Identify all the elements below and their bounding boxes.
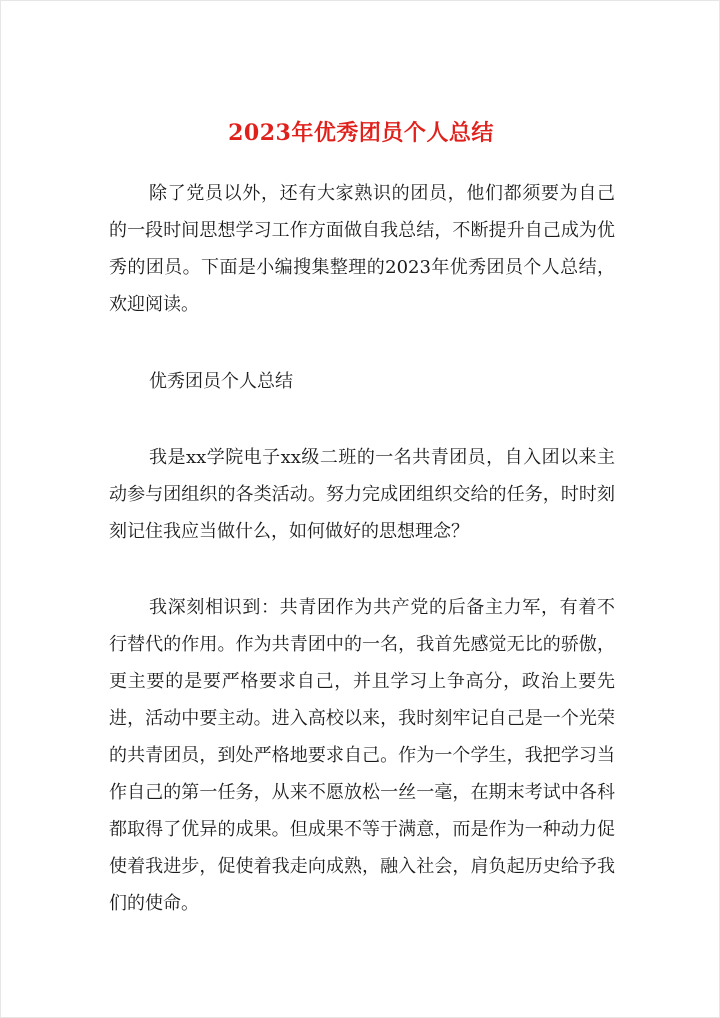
- document-title: 2023年优秀团员个人总结: [228, 120, 494, 146]
- section-heading: 优秀团员个人总结: [149, 371, 293, 392]
- body-paragraph: 我深刻相识到：共青团作为共产党的后备主力军，有着不行替代的作用。作为共青团中的一名，我首先感觉无比的骄傲，更主要的是要严格要求自己，并且学习上争高分，政治上要先进，活动中要主动。进入高校以来，我时刻牢记自己是一个光荣的共青团员，到处严格地要求自己。作为一个学生，我把学习当作自己的第一任务，从来不愿放松一丝一毫，在期末考试中各科都取得了优异的成果。但成果不等于满意，而是作为一种动力促使着我进步，促使着我走向成熟，融入社会，肩负起历史给予我们的使命。: [109, 597, 615, 914]
- intro-paragraph: 除了党员以外，还有大家熟识的团员，他们都须要为自己的一段时间思想学习工作方面做自我总结，不断提升自己成为优秀的团员。下面是小编搜集整理的2023年优秀团员个人总结，欢迎阅读。: [109, 183, 615, 315]
- body-paragraph: 我是xx学院电子xx级二班的一名共青团员，自入团以来主动参与团组织的各类活动。努力完成团组织交给的任务，时时刻刻记住我应当做什么，如何做好的思想理念？: [109, 447, 615, 542]
